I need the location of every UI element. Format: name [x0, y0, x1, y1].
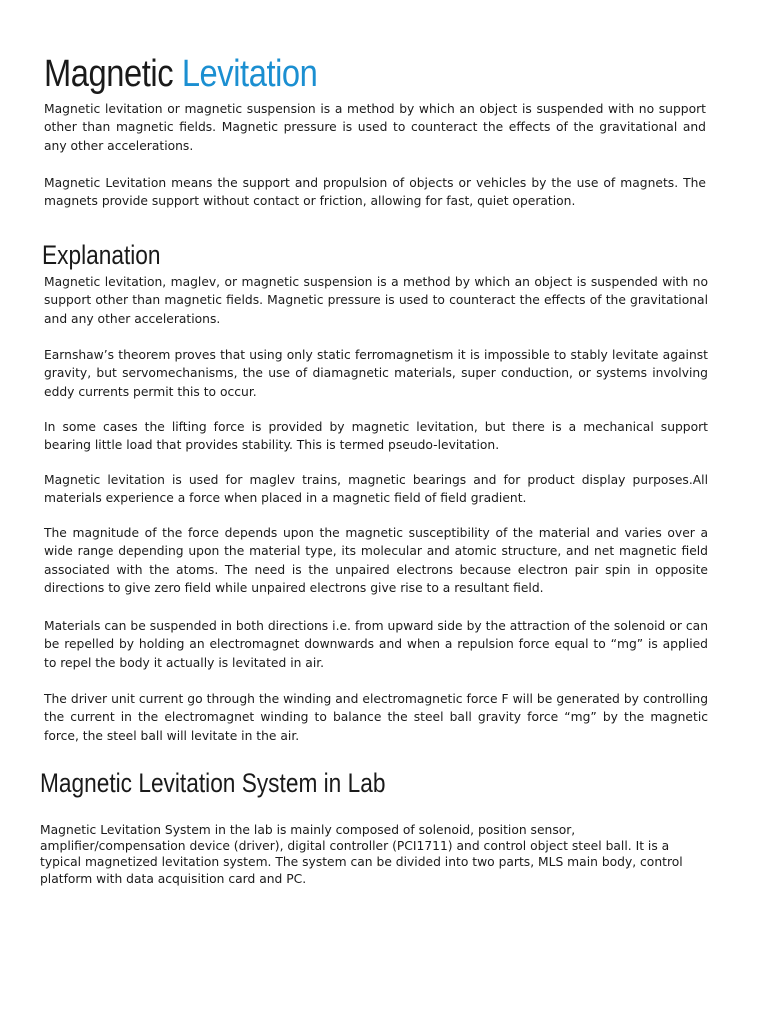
explanation-paragraph-4: Magnetic levitation is used for maglev trains, magnetic bearings and for product display purposes.All materials experience a force when placed in a magnetic field of field gradient.: [44, 473, 708, 506]
explanation-paragraph-6: Materials can be suspended in both directions i.e. from upward side by the attraction of the solenoid or can be repelled by holding an electromagnet downwards and when a repulsion force equal to “mg” is applied to repel the body it actually is levitated in air.: [44, 619, 708, 670]
explanation-heading: Explanation: [42, 240, 161, 270]
page-title: [44, 50, 317, 98]
title-word-levitation: Levitation: [181, 53, 318, 95]
explanation-paragraph-2: Earnshaw’s theorem proves that using only static ferromagnetism it is impossible to stably levitate against gravity, but servomechanisms, the use of diamagnetic materials, super conduction, or systems involving eddy currents permit this to occur.: [44, 348, 708, 399]
explanation-paragraph-3: In some cases the lifting force is provided by magnetic levitation, but there is a mechanical support bearing little load that provides stability. This is termed pseudo-levitation.: [44, 420, 708, 453]
lab-paragraph: Magnetic Levitation System in the lab is mainly composed of solenoid, position sensor, amplifier/compensation device (driver), digital controller (PCI1711) and control object steel ball. It is a typical magnetized levitation system. The system can be divided into two parts, MLS main body, control platform with data acquisition card and PC.: [40, 823, 683, 886]
intro-paragraph-1: Magnetic levitation or magnetic suspension is a method by which an object is suspended with no support other than magnetic fields. Magnetic pressure is used to counteract the effects of the gravitational and any other accelerations.: [44, 102, 706, 153]
intro-paragraph-2: Magnetic Levitation means the support and propulsion of objects or vehicles by the use of magnets. The magnets provide support without contact or friction, allowing for fast, quiet operation.: [44, 176, 706, 209]
explanation-paragraph-1: Magnetic levitation, maglev, or magnetic suspension is a method by which an object is suspended with no support other than magnetic fields. Magnetic pressure is used to counteract the effects of the gravitational and any other accelerations.: [44, 275, 708, 326]
explanation-paragraph-7: The driver unit current go through the winding and electromagnetic force F will be generated by controlling the current in the electromagnet winding to balance the steel ball gravity force “mg” by the magnetic force, the steel ball will levitate in the air.: [44, 692, 708, 743]
lab-heading: Magnetic Levitation System in Lab: [40, 768, 386, 798]
title-word-magnetic: Magnetic: [44, 53, 182, 95]
explanation-paragraph-5: The magnitude of the force depends upon the magnetic susceptibility of the material and varies over a wide range depending upon the material type, its molecular and atomic structure, and net magnetic field associated with the atoms. The need is the unpaired electrons because electron pair spin in opposite directions to give zero field while unpaired electrons give rise to a resultant field.: [44, 526, 708, 595]
